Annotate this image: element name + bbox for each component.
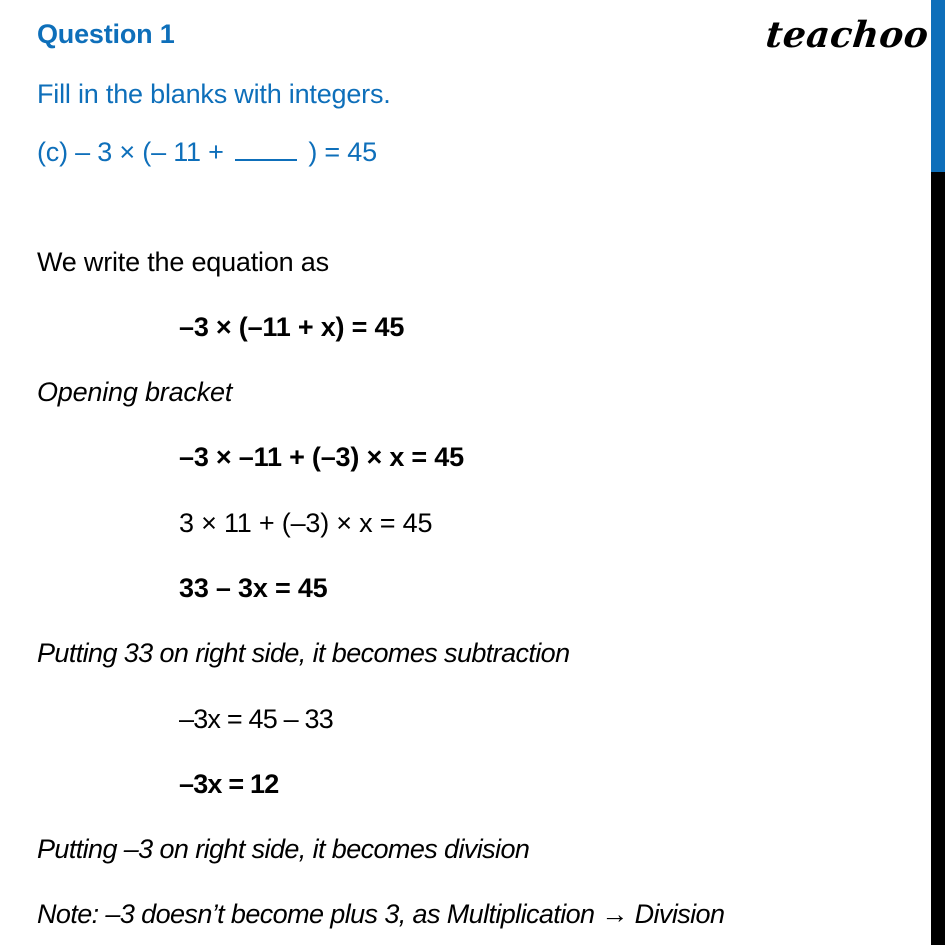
question-part-suffix: ) = 45 (308, 137, 377, 167)
equation-step-4: 33 – 3x = 45 (179, 573, 328, 603)
equation-step-5: –3x = 45 – 33 (179, 704, 333, 734)
step-note-subtraction: Putting 33 on right side, it becomes subtraction (37, 638, 570, 668)
side-scroll-strip (931, 0, 945, 945)
answer-blank (235, 137, 297, 161)
equation-step-3: 3 × 11 + (–3) × x = 45 (179, 508, 433, 538)
question-title: Question 1 (37, 19, 175, 49)
equation-step-6: –3x = 12 (179, 769, 279, 799)
equation-step-1: –3 × (–11 + x) = 45 (179, 312, 405, 342)
equation-step-2: –3 × –11 + (–3) × x = 45 (179, 442, 464, 472)
solution-intro: We write the equation as (37, 247, 329, 277)
step-note-opening-bracket: Opening bracket (37, 377, 233, 407)
step-note-division: Putting –3 on right side, it becomes division (37, 834, 530, 864)
question-instruction: Fill in the blanks with integers. (37, 79, 391, 109)
question-part-prefix: (c) – 3 × (– 11 + (37, 137, 224, 167)
question-part-c (37, 136, 377, 168)
teachoo-logo: teachoo (763, 14, 931, 56)
step-note-multiplication-division: Note: –3 doesn’t become plus 3, as Multiplication → Division (37, 899, 725, 929)
side-strip-accent (931, 0, 945, 172)
